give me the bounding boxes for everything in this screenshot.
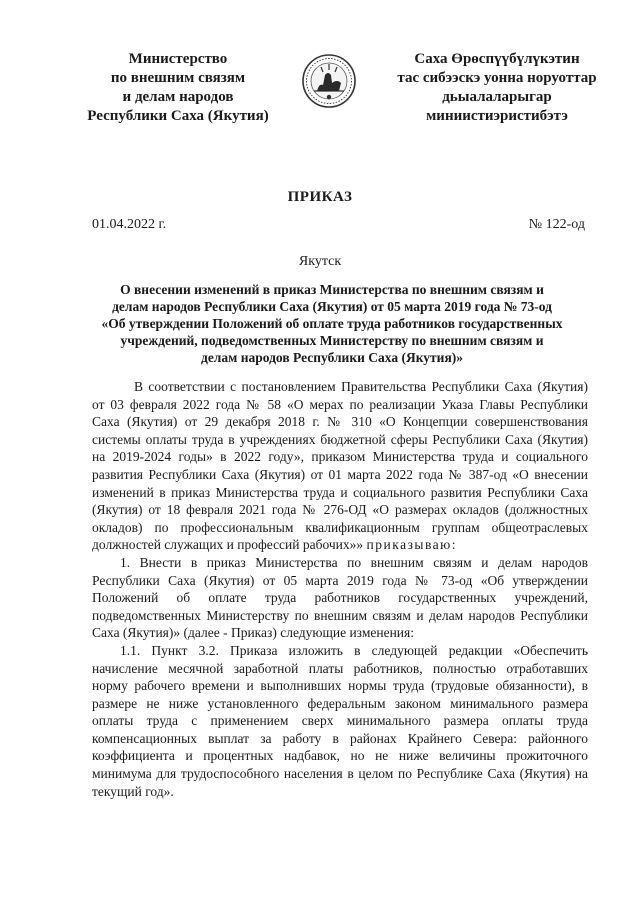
preamble-line: окладов) по профессиональным квалификационным группам общеотраслевых bbox=[92, 519, 588, 535]
sakha-republic-emblem-icon bbox=[301, 53, 357, 109]
decree-word: приказываю: bbox=[366, 537, 458, 553]
ministry-ru-line: по внешним связям bbox=[110, 70, 246, 86]
item1-1-line: коэффициента и процентных надбавок, но не ниже величины прожиточного bbox=[92, 748, 588, 764]
ministry-ru-line: Республики Саха (Якутия) bbox=[87, 108, 269, 124]
ministry-sah-line: миниистиэристибэтэ bbox=[426, 108, 568, 124]
title-line: О внесении изменений в приказ Министерства по внешним связям и bbox=[120, 282, 544, 297]
item1-1-last-line: текущий год». bbox=[92, 783, 174, 799]
preamble-last-text: должностей служащих и профессий рабочих»» bbox=[92, 537, 364, 553]
ministry-name-sakha bbox=[382, 50, 612, 126]
item1-1-line: норму рабочего времени и выполнивших нормы труда (трудовые обязанности), в bbox=[92, 678, 588, 694]
item1-last-line: Саха (Якутия)» (далее - Приказ) следующие изменения: bbox=[92, 625, 414, 641]
ministry-sah-line: Саха Өрөспүүбүлүкэтин bbox=[414, 51, 580, 67]
preamble-line: изменений в приказ Министерства труда и социального развития Республики Саха bbox=[92, 484, 588, 500]
title-line: делам народов Республики Саха (Якутия) от 05 марта 2019 года № 73-од bbox=[112, 299, 552, 314]
document-body bbox=[92, 378, 588, 800]
ministry-sah-line: дьыалаларыгар bbox=[442, 89, 552, 105]
preamble-line: (Якутия) от 18 февраля 2021 года № 276-ОД «О размерах окладов (должностных bbox=[92, 502, 588, 518]
item1-1-line: оплаты труда с применением сверх минимального размера оплаты труда bbox=[92, 713, 588, 729]
item1-1-line: начисление месячной заработной платы работников, полностью отработавших bbox=[92, 660, 588, 676]
item1-line: 1. Внести в приказ Министерства по внешним связям и делам народов bbox=[120, 554, 588, 570]
preamble-line: на 2019-2024 годы» в 2022 году», приказом Министерства труда и социального bbox=[92, 449, 588, 465]
document-city: Якутск bbox=[298, 254, 342, 269]
ministry-ru-line: и делам народов bbox=[122, 89, 234, 105]
document-title bbox=[82, 281, 582, 366]
preamble-line: от 03 февраля 2022 года № 58 «О мерах по реализации Указа Главы Республики bbox=[92, 396, 588, 412]
item1-1-line: размере не ниже установленного федеральным законом минимального размера bbox=[92, 695, 588, 711]
preamble-line: В соответствии с постановлением Правительства Республики Саха (Якутия) bbox=[134, 379, 588, 394]
preamble-line: системы оплаты труда в учреждениях бюджетной сферы Республики Саха (Якутия) bbox=[92, 431, 588, 447]
item1-1-line: минимума для трудоспособного населения в целом по Республике Саха (Якутия) на bbox=[92, 766, 588, 782]
title-line: делам народов Республики Саха (Якутия)» bbox=[200, 350, 464, 365]
title-line: «Об утверждении Положений об оплате труда работников государственных bbox=[101, 316, 563, 331]
item1-line: Республики Саха (Якутия) от 05 марта 2019 года № 73-од «Об утверждении bbox=[92, 572, 588, 588]
preamble-last-line bbox=[92, 536, 588, 554]
document-type: ПРИКАЗ bbox=[287, 189, 353, 205]
ministry-name-russian bbox=[58, 50, 298, 126]
title-line: учреждений, подведомственных Министерству по внешним связям и bbox=[120, 333, 544, 348]
item1-line: подведомственных Министерству по внешним связям и делам народов Республики bbox=[92, 607, 588, 623]
ministry-sah-line: тас сибээскэ уонна норуоттар bbox=[397, 70, 597, 86]
document-number: № 122-од bbox=[528, 217, 585, 232]
ministry-ru-line: Министерство bbox=[128, 51, 228, 67]
item1-1-line: 1.1. Пункт 3.2. Приказа изложить в следующей редакции «Обеспечить bbox=[120, 642, 588, 658]
preamble-line: развития Республики Саха (Якутия) от 01 марта 2022 года № 387-од «О внесении bbox=[92, 466, 588, 482]
item1-line: Положений об оплате труда работников государственных учреждений, bbox=[92, 590, 588, 606]
preamble-line: Саха (Якутия) от 29 декабря 2018 г. № 310 «О Концепции совершенствования bbox=[92, 414, 588, 430]
item1-1-line: компенсационных выплат за работу в районах Крайнего Севера: районного bbox=[92, 730, 588, 746]
document-date: 01.04.2022 г. bbox=[92, 217, 167, 232]
